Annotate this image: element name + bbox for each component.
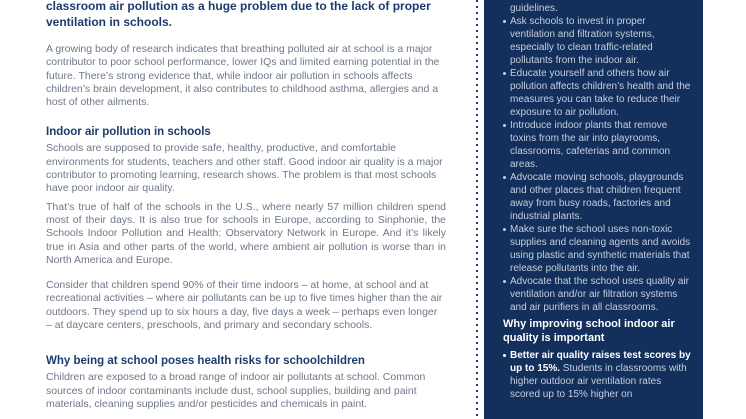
sidebar-bullet: Introduce indoor plants that remove toxins from the air into playrooms, classrooms, cafeterias and common areas. (510, 119, 691, 171)
bullet-dot-icon (503, 354, 506, 357)
paragraph-exposure: Children are exposed to a broad range of indoor air pollutants at school. Common sources of indoor contaminants include dust, school supplies, building and paint materials, cleaning supplies and/or pesticides and chemicals in paint. (46, 371, 426, 410)
bullet-dot-icon (503, 20, 506, 23)
bullet-dot-icon (503, 72, 506, 75)
sidebar-bullet: Make sure the school uses non-toxic supplies and cleaning agents and avoids using plastic and synthetic materials that release pollutants into the air. (510, 223, 691, 275)
section-heading-indoor-air: Indoor air pollution in schools (46, 126, 211, 139)
sidebar-bullet-continuation: guidelines. (510, 3, 558, 14)
paragraph-schools: Schools are supposed to provide safe, healthy, productive, and comfortable environments for students, teachers and other staff. Good indoor air quality is a major contributor to promoting learning, research shows. The problem is that most schools have poor indoor air quality. (46, 142, 443, 195)
sidebar-bullet: Advocate that the school uses quality air ventilation and/or air filtration systems and air purifiers in all classrooms. (510, 275, 691, 314)
dotted-divider (476, 0, 478, 419)
paragraph-research: A growing body of research indicates that breathing polluted air at school is a major contributor to poor school performance, lower IQs and limited earning potential in the future. There’s strong evidence that, while indoor air pollution in schools affects children’s brain development, it also contributes to childhood asthma, allergies and a host of other ailments. (46, 43, 440, 109)
bullet-dot-icon (503, 228, 506, 231)
bullet-dot-icon (503, 176, 506, 179)
sidebar-bullet: Advocate moving schools, playgrounds and other places that children frequent away from busy roads, factories and industrial plants. (510, 171, 691, 223)
section-heading-health-risks: Why being at school poses health risks for schoolchildren (46, 355, 365, 368)
sidebar-panel (484, 0, 703, 419)
sidebar-heading-why-important: Why improving school indoor air quality is important (503, 318, 675, 344)
paragraph-time-indoors: Consider that children spend 90% of their time indoors – at home, at school and at recreational activities – where air pollutants can be up to five times higher than the air outdoors. They spend up to six hours a day, five days a week – perhaps even longer – at daycare centers, preschools, and primary and secondary schools. (46, 279, 443, 332)
lede-paragraph: classroom air pollution as a huge problem due to the lack of proper ventilation in schools. (46, 0, 431, 29)
bullet-dot-icon (503, 280, 506, 283)
sidebar-bullet: Ask schools to invest in proper ventilation and filtration systems, especially to clean traffic-related pollutants from the indoor air. (510, 15, 691, 67)
sidebar-bullet: Educate yourself and others how air pollution affects children’s health and the measures you can take to reduce their exposure to air pollution. (510, 67, 691, 119)
bullet-dot-icon (503, 124, 506, 127)
sidebar-highlight-bullet: Better air quality raises test scores by up to 15%. Students in classrooms with higher outdoor air ventilation rates scored up to 15% higher on (510, 349, 691, 401)
sidebar-tips-list (503, 15, 691, 314)
article-column (46, 0, 446, 419)
paragraph-us-europe: That’s true of half of the schools in the U.S., where nearly 57 million children spend most of their days. It is also true for schools in Europe, according to Sinphonie, the Schools Indoor Pollution and Health: Observatory Network in Europe. And it’s likely true in Asia and other parts of the world, where ambient air pollution is worse than in North America and Europe. (46, 200, 446, 266)
sidebar-highlight-list (503, 349, 691, 401)
